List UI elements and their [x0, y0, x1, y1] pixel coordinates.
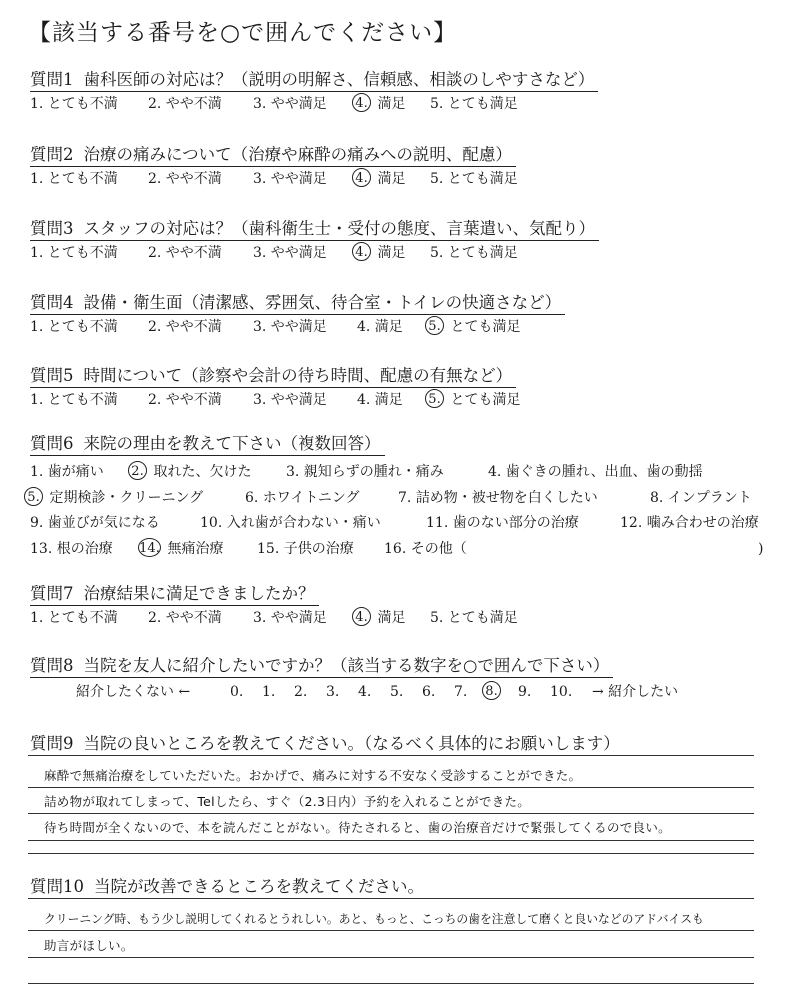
option-label: とても満足	[450, 319, 521, 335]
question-number: 質問3	[30, 219, 74, 238]
option-4-selected[interactable]	[352, 169, 405, 188]
scale-9[interactable]: 9.	[518, 684, 532, 700]
scale-2[interactable]: 2.	[294, 684, 308, 700]
scale-3[interactable]: 3.	[326, 684, 340, 700]
option-label: 満足	[377, 171, 406, 187]
option-1[interactable]: 1. とても不満	[30, 392, 118, 408]
question-text: 当院を友人に紹介したいですか？（該当する数字を○で囲んで下さい）	[83, 656, 610, 675]
option-2[interactable]: 2. やや不満	[148, 392, 222, 408]
option-8[interactable]: 8. インプラント	[650, 490, 752, 506]
scale-4[interactable]: 4.	[358, 684, 372, 700]
option-label: 定期検診・クリーニング	[49, 490, 204, 506]
option-1[interactable]: 1. とても不満	[30, 171, 118, 187]
option-2-selected[interactable]	[128, 462, 251, 481]
option-4-selected[interactable]	[352, 94, 405, 113]
question-text: 当院の良いところを教えてください。（なるべく具体的にお願いします）	[83, 734, 620, 753]
option-1[interactable]: 1. とても不満	[30, 610, 118, 626]
question-5-heading	[30, 366, 516, 388]
option-label: 満足	[377, 245, 406, 261]
question-4-heading	[30, 293, 565, 315]
option-2[interactable]: 2. やや不満	[148, 610, 222, 626]
answer-line	[28, 840, 754, 841]
option-label: 満足	[377, 96, 406, 112]
q10-answer-line-2: 助言がほしい。	[44, 938, 134, 953]
scale-6[interactable]: 6.	[422, 684, 436, 700]
selection-circle: 5.	[425, 389, 444, 408]
question-3-heading	[30, 219, 599, 241]
page-title: 【該当する番号を○で囲んでください】	[28, 20, 458, 46]
option-13[interactable]: 13. 根の治療	[30, 541, 113, 557]
selection-circle: 5.	[425, 316, 444, 335]
option-5-selected[interactable]	[425, 390, 520, 409]
option-1[interactable]: 1. とても不満	[30, 319, 118, 335]
answer-line	[28, 898, 754, 899]
scale-10[interactable]: 10.	[550, 684, 573, 700]
selection-circle: 5.	[24, 487, 43, 506]
option-label: 無痛治療	[167, 541, 224, 557]
option-14-selected[interactable]	[138, 539, 223, 558]
question-number: 質問7	[30, 584, 74, 603]
question-text: 歯科医師の対応は？（説明の明解さ、信頼感、相談のしやすさなど）	[83, 70, 595, 89]
scale-right-label: → 紹介したい	[592, 684, 679, 700]
question-number: 質問9	[30, 734, 74, 753]
selection-circle: 2.	[128, 461, 147, 480]
answer-line	[28, 930, 754, 931]
question-6-heading	[30, 434, 385, 456]
option-5[interactable]: 5. とても満足	[430, 96, 518, 112]
option-2[interactable]: 2. やや不満	[148, 319, 222, 335]
option-label: 満足	[377, 610, 406, 626]
option-4[interactable]: 4. 歯ぐきの腫れ、出血、歯の動揺	[488, 464, 703, 480]
question-number: 質問10	[30, 877, 84, 896]
selection-circle: 4.	[352, 607, 371, 626]
option-16[interactable]: 16. その他（	[384, 541, 467, 557]
option-3[interactable]: 3. やや満足	[253, 171, 327, 187]
option-3[interactable]: 3. やや満足	[253, 96, 327, 112]
option-1[interactable]: 1. とても不満	[30, 96, 118, 112]
option-3[interactable]: 3. やや満足	[253, 319, 327, 335]
q9-answer-line-3: 待ち時間が全くないので、本を読んだことがない。待たされると、歯の治療音だけで緊張してくるので良い。	[44, 820, 671, 835]
question-number: 質問4	[30, 293, 74, 312]
scale-left-label: 紹介したくない ←	[76, 684, 191, 700]
option-5[interactable]: 5. とても満足	[430, 245, 518, 261]
option-1[interactable]: 1. とても不満	[30, 245, 118, 261]
option-6[interactable]: 6. ホワイトニング	[245, 490, 360, 506]
answer-line	[28, 853, 754, 854]
option-9[interactable]: 9. 歯並びが気になる	[30, 515, 160, 531]
option-3[interactable]: 3. 親知らずの腫れ・痛み	[286, 464, 444, 480]
selection-circle: 4.	[352, 93, 371, 112]
option-label: 取れた、欠けた	[153, 464, 252, 480]
question-8-heading	[30, 656, 613, 678]
option-2[interactable]: 2. やや不満	[148, 96, 222, 112]
option-3[interactable]: 3. やや満足	[253, 245, 327, 261]
option-2[interactable]: 2. やや不満	[148, 171, 222, 187]
question-number: 質問6	[30, 434, 74, 453]
question-text: スタッフの対応は？（歯科衛生士・受付の態度、言葉遣い、気配り）	[83, 219, 595, 238]
question-text: 設備・衛生面（清潔感、雰囲気、待合室・トイレの快適さなど）	[83, 293, 562, 312]
scale-8-selected[interactable]	[482, 682, 503, 701]
question-2-heading	[30, 145, 516, 167]
question-number: 質問5	[30, 366, 74, 385]
option-3[interactable]: 3. やや満足	[253, 392, 327, 408]
question-text: 治療結果に満足できましたか？	[83, 584, 315, 603]
question-number: 質問2	[30, 145, 74, 164]
option-15[interactable]: 15. 子供の治療	[257, 541, 354, 557]
selection-circle: 4.	[352, 242, 371, 261]
option-10[interactable]: 10. 入れ歯が合わない・痛い	[200, 515, 381, 531]
answer-line	[28, 957, 754, 958]
question-text: 時間について（診察や会計の待ち時間、配慮の有無など）	[83, 366, 513, 385]
question-9-heading	[30, 730, 620, 754]
option-3[interactable]: 3. やや満足	[253, 610, 327, 626]
question-number: 質問8	[30, 656, 74, 675]
option-5-selected[interactable]	[425, 317, 520, 336]
q10-answer-line-1: クリーニング時、もう少し説明してくれるとうれしい。あと、もっと、こっちの歯を注意して磨くと良いなどのアドバイスも	[44, 912, 704, 926]
option-5[interactable]: 5. とても満足	[430, 171, 518, 187]
option-4[interactable]: 4. 満足	[357, 319, 403, 335]
option-7[interactable]: 7. 詰め物・被せ物を白くしたい	[398, 490, 598, 506]
option-2[interactable]: 2. やや不満	[148, 245, 222, 261]
option-4-selected[interactable]	[352, 608, 405, 627]
q9-answer-line-1: 麻酔で無痛治療をしていただいた。おかげで、痛みに対する不安なく受診することができた。	[44, 768, 582, 783]
other-close-paren: )	[758, 541, 764, 557]
q9-answer-line-2: 詰め物が取れてしまって、Telしたら、すぐ（2.3日内）予約を入れることができた。	[44, 794, 531, 809]
question-10-heading	[30, 873, 424, 897]
option-11[interactable]: 11. 歯のない部分の治療	[426, 515, 579, 531]
question-text: 来院の理由を教えて下さい（複数回答）	[83, 434, 381, 453]
answer-line	[28, 813, 754, 814]
option-5-selected[interactable]	[24, 488, 203, 507]
scale-7[interactable]: 7.	[454, 684, 468, 700]
option-1[interactable]: 1. 歯が痛い	[30, 464, 104, 480]
option-5[interactable]: 5. とても満足	[430, 610, 518, 626]
selection-circle: 14.	[138, 538, 161, 557]
answer-line	[28, 983, 754, 984]
answer-line	[28, 787, 754, 788]
scale-5[interactable]: 5.	[390, 684, 404, 700]
question-7-heading	[30, 584, 319, 606]
answer-line	[28, 755, 754, 756]
scale-0[interactable]: 0.	[230, 684, 244, 700]
question-1-heading	[30, 70, 598, 92]
question-text: 当院が改善できるところを教えてください。	[94, 877, 424, 896]
scale-1[interactable]: 1.	[262, 684, 276, 700]
option-label: とても満足	[450, 392, 521, 408]
option-4[interactable]: 4. 満足	[357, 392, 403, 408]
selection-circle: 8.	[482, 681, 501, 700]
selection-circle: 4.	[352, 168, 371, 187]
question-number: 質問1	[30, 70, 74, 89]
option-4-selected[interactable]	[352, 243, 405, 262]
option-12[interactable]: 12. 噛み合わせの治療	[620, 515, 759, 531]
question-text: 治療の痛みについて（治療や麻酔の痛みへの説明、配慮）	[83, 145, 512, 164]
